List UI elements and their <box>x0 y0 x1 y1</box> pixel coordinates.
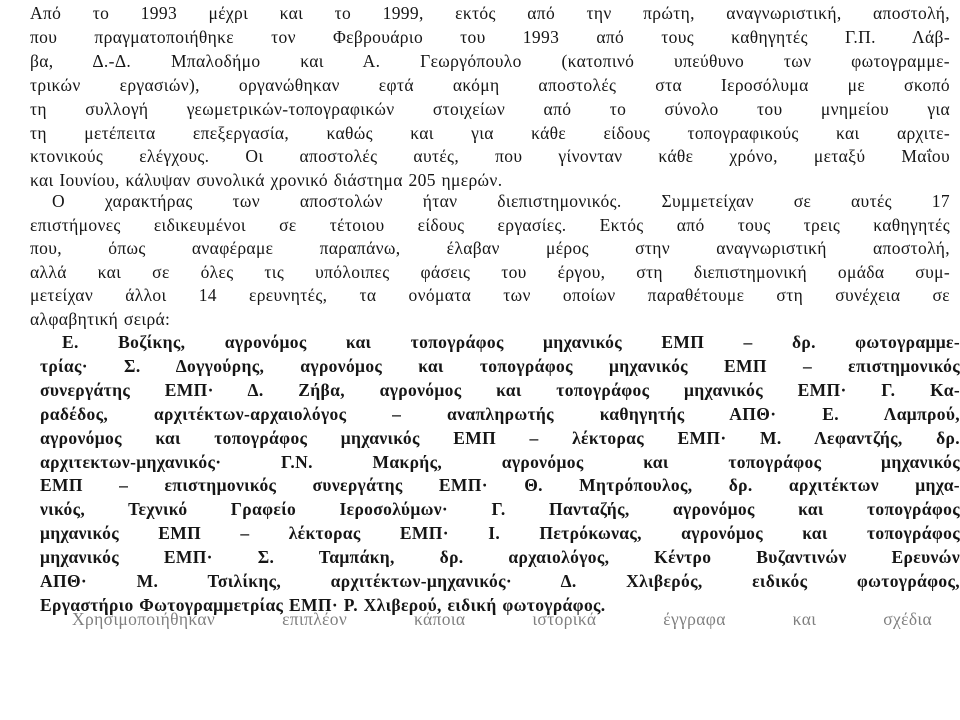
text-line: κτονικούς ελέγχους. Οι αποστολές αυτές, που γίνονταν κάθε χρόνο, μεταξύ Μαΐου <box>30 146 950 167</box>
text-line: αλφαβητική σειρά: <box>30 308 171 329</box>
text-line: αγρονόμος και τοπογράφος μηχανικός ΕΜΠ – λέκτορας ΕΜΠ· Μ. Λεφαντζής, δρ. <box>40 427 960 448</box>
text-line: Εργαστήριο Φωτογραμμετρίας ΕΜΠ· Ρ. Χλιβερού, ειδική φωτογράφος. <box>40 594 606 615</box>
text-line: που πραγματοποιήθηκε τον Φεβρουάριο του 1993 από τους καθηγητές Γ.Π. Λάβ- <box>30 26 950 47</box>
text-line: μηχανικός ΕΜΠ· Σ. Ταμπάκη, δρ. αρχαιολόγος, Κέντρο Βυζαντινών Ερευνών <box>40 547 960 568</box>
text-line: μηχανικός ΕΜΠ – λέκτορας ΕΜΠ· Ι. Πετρόκωνας, αγρονόμος και τοπογράφος <box>40 523 960 544</box>
text-line: που, όπως αναφέραμε παραπάνω, έλαβαν μέρος στην αναγνωριστική αποστολή, <box>30 238 950 259</box>
text-line: τη μετέπειτα επεξεργασία, καθώς και για κάθε είδους τοπογραφικούς και αρχιτε- <box>30 122 950 143</box>
text-line: και Ιουνίου, κάλυψαν συνολικά χρονικό διάστημα 205 ημερών. <box>30 170 503 191</box>
truncated-line <box>72 607 932 631</box>
text-line: ΑΠΘ· Μ. Τσιλίκης, αρχιτέκτων-μηχανικός· Δ. Χλιβερός, ειδικός φωτογράφος, <box>40 571 960 592</box>
text-line: αλλά και σε όλες τις υπόλοιπες φάσεις του έργου, στη διεπιστημονική ομάδα συμ- <box>30 261 950 282</box>
text-line: Από το 1993 μέχρι και το 1999, εκτός από την πρώτη, αναγνωριστική, αποστολή, <box>30 3 950 23</box>
paragraph-team <box>30 190 950 332</box>
text-line: βα, Δ.-Δ. Μπαλοδήμο και Α. Γεωργόπουλο (κατοπινό υπεύθυνο των φωτογραμμε- <box>30 50 950 71</box>
text-line: αρχιτεκτων-μηχανικός· Γ.Ν. Μακρής, αγρονόμος και τοπογράφος μηχανικός <box>40 451 960 472</box>
text-line: ΕΜΠ – επιστημονικός συνεργάτης ΕΜΠ· Θ. Μητρόπουλος, δρ. αρχιτέκτων μηχα- <box>40 475 960 496</box>
text-line: μετείχαν άλλοι 14 ερευνητές, τα ονόματα των οποίων παραθέτουμε στη συνέχεια σε <box>30 285 950 306</box>
text-line: τη συλλογή γεωμετρικών-τοπογραφικών στοιχείων από το σύνολο του μνημείου για <box>30 98 950 119</box>
text-line: Ο χαρακτήρας των αποστολών ήταν διεπιστημονικός. Συμμετείχαν σε αυτές 17 <box>52 191 950 211</box>
text-line: συνεργάτης ΕΜΠ· Δ. Ζήβα, αγρονόμος και τοπογράφος μηχανικός ΕΜΠ· Γ. Κα- <box>40 379 960 400</box>
text-line: τρικών εργασιών), οργανώθηκαν εφτά ακόμη αποστολές στα Ιεροσόλυμα με σκοπό <box>30 74 950 95</box>
text-line: Ε. Βοζίκης, αγρονόμος και τοπογράφος μηχανικός ΕΜΠ – δρ. φωτογραμμε- <box>62 332 960 352</box>
text-line: ραδέδος, αρχιτέκτων-αρχαιολόγος – αναπληρωτής καθηγητής ΑΠΘ· Ε. Λαμπρού, <box>40 403 960 424</box>
text-line: νικός, Τεχνικό Γραφείο Ιεροσολύμων· Γ. Πανταζής, αγρονόμος και τοπογράφος <box>40 499 960 520</box>
text-line: τρίας· Σ. Δογγούρης, αγρονόμος και τοπογράφος μηχανικός ΕΜΠ – επιστημονικός <box>40 355 960 376</box>
paragraph-intro <box>30 2 950 193</box>
participants-list <box>40 331 960 618</box>
text-line: επιστήμονες ειδικευμένοι σε τέτοιου είδους εργασίες. Εκτός από τους τρεις καθηγητές <box>30 214 950 235</box>
text-line: Χρησιμοποιήθηκαν επιπλέον κάποια ιστορικά έγγραφα και σχέδια <box>72 609 932 629</box>
